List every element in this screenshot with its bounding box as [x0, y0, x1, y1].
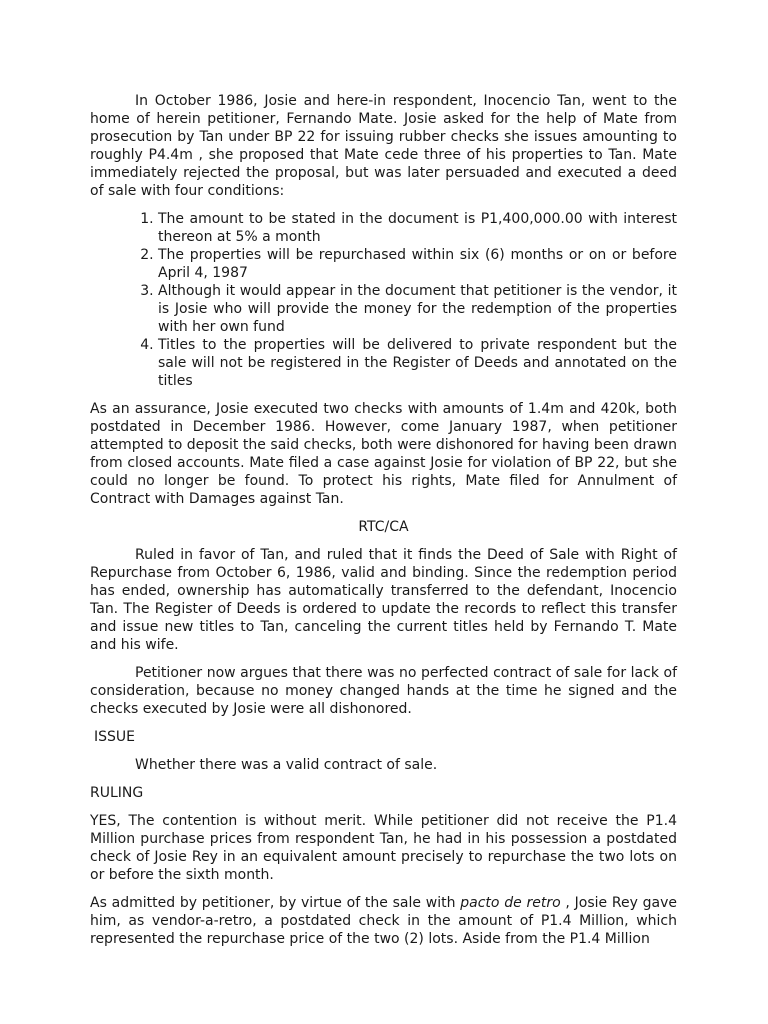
heading-ruling: RULING [90, 785, 144, 801]
pacto-text-start: As admitted by petitioner, by virtue of the sale with [90, 895, 461, 911]
paragraph-facts-intro: In October 1986, Josie and here-in respondent, Inocencio Tan, went to the home of herein petitioner, Fernando Mate. Josie asked for the help of Mate from prosecution by Tan under BP 22 for issuing rubber checks she issues amounting to roughly P4.4m , she proposed that Mate cede three of his properties to Tan. Mate immediately rejected the proposal, but was later persuaded and executed a deed of sale with four conditions: [90, 93, 677, 199]
document-page [90, 92, 677, 958]
issue-text: Whether there was a valid contract of sale. [135, 757, 438, 773]
conditions-list [90, 210, 677, 390]
paragraph-rtc-ruling: Ruled in favor of Tan, and ruled that it finds the Deed of Sale with Right of Repurchase from October 6, 1986, valid and binding. Since the redemption period has ended, ownership has automatically transferred to the defendant, Inocencio Tan. The Register of Deeds is ordered to update the records to reflect this transfer and issue new titles to Tan, canceling the current titles held by Fernando T. Mate and his wife. [90, 547, 677, 653]
paragraph-petitioner-argument: Petitioner now argues that there was no perfected contract of sale for lack of consideration, because no money changed hands at the time he signed and the checks executed by Josie were all dishonored. [90, 665, 677, 717]
heading-issue: ISSUE [94, 729, 135, 745]
paragraph-pacto-de-retro [90, 894, 677, 948]
paragraph-ruling: YES, The contention is without merit. While petitioner did not receive the P1.4 Million purchase prices from respondent Tan, he had in his possession a postdated check of Josie Rey in an equivalent amount precisely to repurchase the two lots on or before the sixth month. [90, 813, 677, 883]
condition-item: 1. The amount to be stated in the document is P1,400,000.00 with interest thereon at 5% a month [158, 210, 677, 246]
heading-rtc-ca: RTC/CA [358, 519, 409, 535]
paragraph-assurance: As an assurance, Josie executed two checks with amounts of 1.4m and 420k, both postdated in December 1986. However, come January 1987, when petitioner attempted to deposit the said checks, both were dishonored for having been drawn from closed accounts. Mate filed a case against Josie for violation of BP 22, but she could no longer be found. To protect his rights, Mate filed for Annulment of Contract with Damages against Tan. [90, 401, 677, 507]
condition-item: 4. Titles to the properties will be delivered to private respondent but the sale will not be registered in the Register of Deeds and annotated on the titles [158, 336, 677, 390]
pacto-de-retro-term: pacto de retro [460, 895, 561, 911]
condition-item: 2. The properties will be repurchased within six (6) months or on or before April 4, 1987 [158, 246, 677, 282]
pacto-text-end: , Josie Rey gave him, as vendor-a-retro, a postdated check in the amount of P1.4 Million, which represented the repurchase price of the two (2) lots. Aside from the P1.4 Million [90, 895, 677, 947]
condition-item: 3. Although it would appear in the document that petitioner is the vendor, it is Josie who will provide the money for the redemption of the properties with her own fund [158, 282, 677, 336]
